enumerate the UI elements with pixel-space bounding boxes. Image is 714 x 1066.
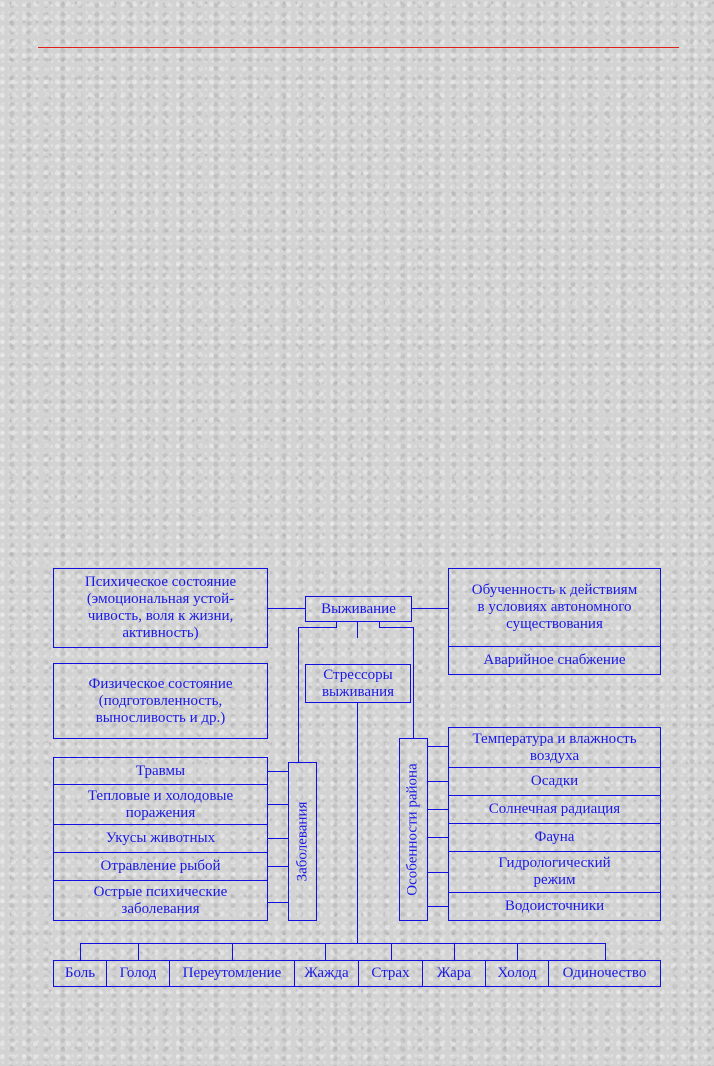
connector [454, 943, 455, 960]
region-item: Солнечная радиация [448, 795, 661, 824]
connector [80, 943, 605, 944]
connector [325, 943, 326, 960]
connector [428, 837, 448, 838]
region-item: Фауна [448, 823, 661, 852]
connector [357, 703, 358, 943]
disease-item: Отравление рыбой [53, 852, 268, 881]
region-item: Температура и влажность воздуха [448, 727, 661, 768]
connector [268, 866, 288, 867]
disease-item: Тепловые и холодовые поражения [53, 784, 268, 825]
stressors-box: Стрессоры выживания [305, 664, 411, 703]
connector [80, 943, 81, 960]
physical-state-box: Физическое состояние (подготовленность, выносливость и др.) [53, 663, 268, 739]
training-box: Обученность к действиям в условиях автономного существования [448, 568, 661, 647]
stress-factor: Жара [422, 960, 486, 987]
stress-factor: Жажда [294, 960, 359, 987]
connector [232, 943, 233, 960]
connector [428, 746, 448, 747]
region-item: Гидрологический режим [448, 851, 661, 893]
connector [517, 943, 518, 960]
disease-item: Острые психические заболевания [53, 880, 268, 921]
disease-item: Травмы [53, 757, 268, 785]
connector [357, 622, 358, 638]
stress-factor: Боль [53, 960, 107, 987]
connector [298, 627, 336, 628]
region-box [399, 738, 428, 921]
connector [413, 627, 414, 738]
connector [268, 804, 288, 805]
region-label: Особенности района [405, 763, 421, 896]
stress-factor: Голод [106, 960, 170, 987]
connector [379, 622, 380, 628]
stress-factor: Переутомление [169, 960, 295, 987]
region-item: Осадки [448, 767, 661, 796]
supply-box: Аварийное снабжение [448, 646, 661, 675]
connector [268, 608, 306, 609]
connector [379, 627, 414, 628]
connector [428, 809, 448, 810]
region-item: Водоисточники [448, 892, 661, 921]
psychic-state-box: Психическое состояние (эмоциональная устой- чивость, воля к жизни, активность) [53, 568, 268, 648]
connector [428, 781, 448, 782]
connector [428, 906, 448, 907]
connector [336, 622, 337, 628]
diseases-box [288, 762, 317, 921]
connector [428, 872, 448, 873]
connector [268, 838, 288, 839]
connector [605, 943, 606, 960]
stress-factor: Холод [485, 960, 549, 987]
disease-item: Укусы животных [53, 824, 268, 853]
stress-factor: Одиночество [548, 960, 661, 987]
diseases-label: Заболевания [294, 801, 310, 882]
connector [391, 943, 392, 960]
connector [268, 902, 288, 903]
connector [138, 943, 139, 960]
stress-factor: Страх [358, 960, 423, 987]
connector [298, 627, 299, 762]
connector [268, 771, 288, 772]
survival-box: Выживание [305, 596, 412, 622]
connector [412, 608, 448, 609]
